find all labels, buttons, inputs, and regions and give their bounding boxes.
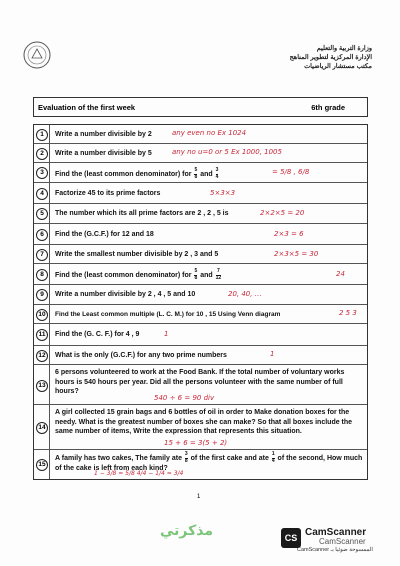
question-text: The number which its all prime factors are 2 , 2 , 5 is — [55, 210, 229, 217]
question-text: Write the smallest number divisible by 2 , 3 and 5 — [55, 251, 219, 258]
question-row — [34, 204, 367, 224]
handwritten-answer: 2×2×5 = 20 — [260, 209, 305, 217]
question-number: 7 — [36, 249, 48, 261]
question-text: What is the only (G.C.F.) for any two prime numbers — [55, 352, 227, 359]
question-number: 9 — [36, 289, 48, 301]
site-logo-watermark: مذكرتي — [160, 523, 214, 539]
question-number: 13 — [36, 380, 48, 392]
handwritten-answer: = 5/8 , 6/8 — [272, 168, 310, 176]
handwritten-answer: 2×3×5 = 30 — [274, 250, 319, 258]
question-text: Factorize 45 to its prime factors — [55, 190, 161, 197]
question-number: 6 — [36, 229, 48, 241]
grade-label: 6th grade — [311, 103, 345, 112]
question-text: Write a number divisible by 5 — [55, 150, 152, 157]
handwritten-answer: any even no Ex 1024 — [172, 129, 247, 137]
question-text: Find the (G.C.F.) for 12 and 18 — [55, 231, 154, 238]
question-number: 5 — [36, 208, 48, 220]
handwritten-answer: 2 5 3 — [339, 309, 357, 317]
question-number: 12 — [36, 350, 48, 362]
handwritten-answer: 15 + 6 = 3(5 + 2) — [164, 439, 228, 447]
handwritten-answer: 20, 40, … — [228, 290, 262, 298]
question-row — [34, 324, 367, 346]
question-number: 11 — [36, 329, 48, 341]
question-row — [34, 224, 367, 245]
question-number: 4 — [36, 188, 48, 200]
page-number: 1 — [197, 494, 201, 500]
question-text: A family has two cakes, The family ate $\frac{3}{8}$ of the first cake and ate $\frac{1}{4}$ of the second, How much of the cake is left from each kind? — [55, 451, 363, 472]
question-row — [34, 245, 367, 264]
handwritten-answer: 24 — [336, 270, 345, 278]
question-number: 3 — [36, 167, 48, 179]
question-row — [34, 264, 367, 285]
evaluation-header-box — [33, 97, 368, 117]
question-row — [34, 285, 367, 305]
ministry-header — [192, 44, 372, 71]
question-row — [34, 305, 367, 324]
question-row — [34, 183, 367, 204]
question-row — [34, 346, 367, 365]
question-text: Find the (least common denominator) for $\frac{5}{8}$ and $\frac{7}{12}$ — [55, 268, 222, 281]
question-row — [34, 144, 367, 163]
fraction: $\frac{1}{4}$ — [271, 451, 275, 464]
question-text: Find the Least common multiple (L. C. M.) for 10 , 15 Using Venn diagram — [55, 311, 281, 318]
camscanner-label: CamScanner — [305, 527, 367, 538]
question-row — [34, 450, 367, 479]
question-row — [34, 163, 367, 183]
ministry-seal-icon — [22, 40, 52, 70]
question-number: 1 — [36, 129, 48, 141]
question-text: Write a number divisible by 2 — [55, 131, 152, 138]
evaluation-title: Evaluation of the first week — [38, 103, 136, 112]
question-text-main: Find the (least common denominator) for — [55, 170, 192, 178]
handwritten-answer: 2×3 = 6 — [274, 230, 304, 238]
fraction: $\frac{3}{4}$ — [215, 167, 219, 180]
question-number: 14 — [36, 422, 48, 434]
handwritten-answer: 5×3×3 — [210, 189, 236, 197]
question-number: 15 — [36, 459, 48, 471]
camscanner-logo-icon: CS — [281, 528, 301, 548]
handwritten-answer: any no u=0 or 5 Ex 1000, 1005 — [172, 148, 282, 156]
question-text: A girl collected 15 grain bags and 6 bottles of oil in order to Make donation boxes for the needy. What is the greatest number of boxes she can make? So that all boxes include the same number of items, Write the expression that represents this situation. — [55, 409, 353, 435]
question-row — [34, 365, 367, 405]
question-text: Find the (least common denominator) for $\frac{5}{8}$ and $\frac{3}{4}$ — [55, 167, 219, 180]
camscanner-label-2: CamScanner — [319, 537, 366, 546]
fraction: $\frac{3}{8}$ — [184, 451, 188, 464]
handwritten-answer: 1 — [270, 350, 275, 358]
question-row — [34, 125, 367, 144]
question-text: Write a number divisible by 2 , 4 , 5 and 10 — [55, 291, 196, 298]
ministry-line-2: الإدارة المركزية لتطوير المناهج — [289, 54, 372, 61]
questions-table — [33, 124, 368, 480]
question-text: Find the (G. C. F.) for 4 , 9 — [55, 331, 140, 338]
fraction: $\frac{5}{8}$ — [194, 167, 198, 180]
fraction: $\frac{5}{8}$ — [194, 268, 198, 281]
fraction: $\frac{7}{12}$ — [215, 268, 222, 281]
camscanner-arabic-label: الممسوحة ضوئيا بـ CamScanner — [297, 547, 373, 553]
ministry-line-3: مكتب مستشار الرياضيات — [304, 63, 372, 70]
question-text-main: Find the (least common denominator) for — [55, 271, 192, 279]
handwritten-answer: 1 − 3/8 = 5/8 4/4 − 1/4 = 3/4 — [94, 470, 184, 477]
ministry-line-1: وزارة التربية والتعليم — [316, 45, 372, 52]
question-number: 8 — [36, 269, 48, 281]
handwritten-answer: 540 ÷ 6 = 90 div — [154, 394, 215, 402]
question-number: 2 — [36, 148, 48, 160]
handwritten-answer: 1 — [164, 330, 169, 338]
question-row — [34, 405, 367, 450]
question-number: 10 — [36, 309, 48, 321]
question-text: 6 persons volunteered to work at the Food Bank. If the total number of voluntary works hours is 540 hours per year. Did all the persons volunteer with the same number of full hours? — [55, 369, 345, 395]
